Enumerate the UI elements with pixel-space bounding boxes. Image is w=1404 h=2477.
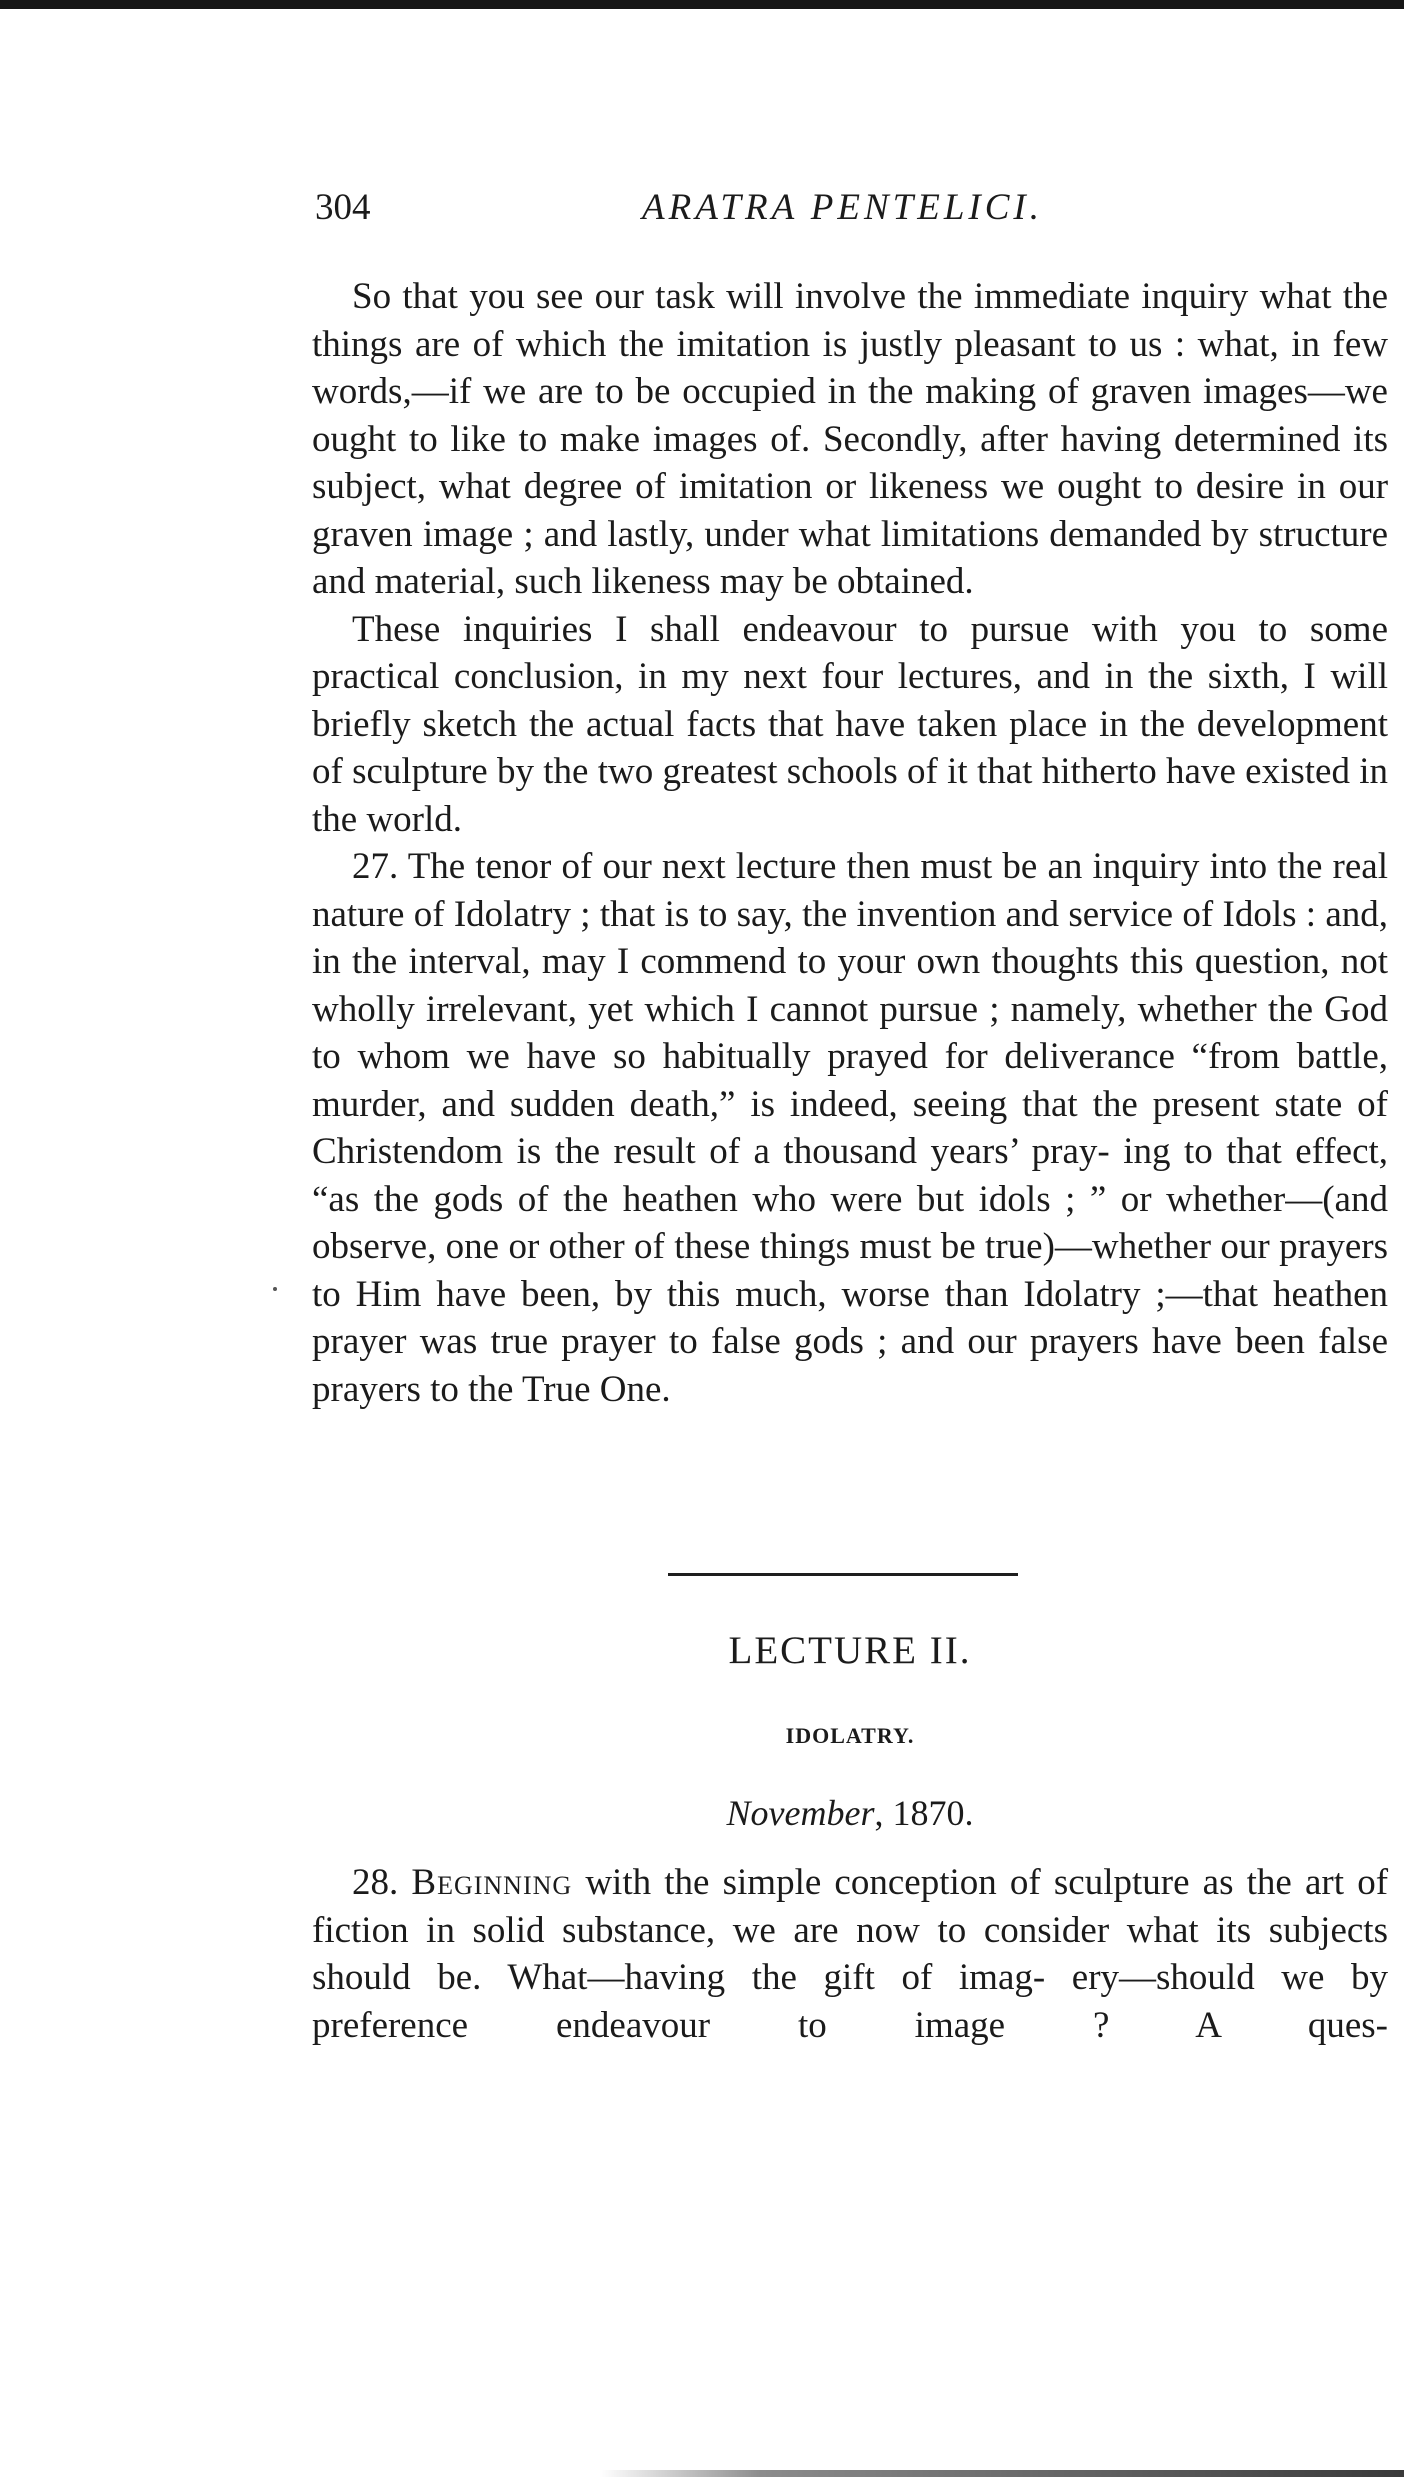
- text-block-top: [312, 273, 1388, 1413]
- line: some practical conclusion, in my next four lectures, and in the: [312, 608, 1389, 697]
- paragraph-intro: [312, 273, 1388, 606]
- line: [352, 1862, 1234, 1903]
- line: sixth, I will briefly sketch the actual facts that have taken: [312, 656, 1389, 745]
- line: the art of fiction in solid substance, we are now to consider: [312, 1862, 1389, 1951]
- line: what the things are of which the imitation is justly pleasant: [312, 276, 1389, 365]
- line: place in the development of sculpture by the two greatest: [312, 703, 1389, 792]
- line: idols ; ” or whether—(and observe, one or other of these things: [312, 1178, 1388, 1267]
- line: to the True One.: [430, 1368, 671, 1410]
- line: state of Christendom is the result of a thousand years’ pray-: [312, 1083, 1388, 1172]
- line: These inquiries I shall endeavour to pursue with you to: [352, 608, 1288, 650]
- lecture-subject: IDOLATRY.: [785, 1723, 915, 1748]
- margin-mark: [273, 1287, 277, 1291]
- line: which I cannot pursue ; namely, whether the God to whom: [312, 988, 1388, 1077]
- page-number: 304: [315, 187, 371, 228]
- line: to us : what, in few words,—if we are to be occupied in the: [312, 323, 1389, 412]
- section-divider: [668, 1573, 1018, 1576]
- running-title: ARATRA PENTELICI.: [642, 187, 1043, 228]
- text-block-bottom: [312, 1859, 1388, 2049]
- line: what its subjects should be. What—having the gift of imag-: [312, 1909, 1388, 1998]
- line-rest: with the simple conception of sculpture as: [585, 1862, 1234, 1903]
- line: making of graven images—we ought to like to make images: [312, 371, 1388, 460]
- line: ing to that effect, “as the gods of the heathen who were but: [312, 1131, 1389, 1220]
- running-head: [312, 186, 1372, 236]
- line: 27. The tenor of our next lecture then must be an inquiry: [352, 846, 1200, 887]
- lecture-date-month: November: [726, 1793, 875, 1833]
- line: of imitation or likeness we ought to desire in our graven: [312, 466, 1389, 555]
- line: prayer to false gods ; and our prayers have been false prayers: [312, 1321, 1388, 1410]
- line: of. Secondly, after having determined its subject, what degree: [312, 418, 1389, 507]
- lecture-date: [312, 1792, 1388, 1834]
- line: into the real nature of Idolatry ; that is to say, the invention: [312, 846, 1389, 935]
- paragraph-inquiries: [312, 606, 1388, 844]
- line: structure and material, such likeness may be obtained.: [312, 513, 1389, 602]
- line: schools of it that hitherto have existed in the world.: [312, 751, 1388, 840]
- line: we have so habitually prayed for deliverance “from battle,: [466, 1036, 1389, 1077]
- scan-edge-top: [0, 0, 1404, 9]
- line: So that you see our task will involve the immediate inquiry: [352, 276, 1249, 317]
- paragraph-28: [312, 1859, 1388, 2049]
- line: this much, worse than Idolatry ;—that heathen prayer was true: [312, 1273, 1388, 1362]
- line: must be true)—whether our prayers to Him have been, by: [312, 1226, 1389, 1315]
- paragraph-27: [312, 843, 1388, 1413]
- opening-word: Beginning: [411, 1862, 573, 1903]
- lecture-date-year: , 1870.: [874, 1793, 974, 1833]
- line: your own thoughts this question, not wholly irrelevant, yet: [312, 941, 1388, 1030]
- line: ery—should we by preference endeavour to image ? A ques-: [312, 1957, 1388, 2046]
- lecture-title: LECTURE II.: [728, 1629, 972, 1672]
- scan-edge-bottom: [600, 2470, 1404, 2477]
- line: murder, and sudden death,” is indeed, seeing that the present: [312, 1083, 1260, 1125]
- line: image ; and lastly, under what limitations demanded by: [422, 513, 1249, 555]
- line: and service of Idols : and, in the interval, may I commend to: [312, 893, 1389, 982]
- paragraph-number: 28.: [352, 1862, 399, 1903]
